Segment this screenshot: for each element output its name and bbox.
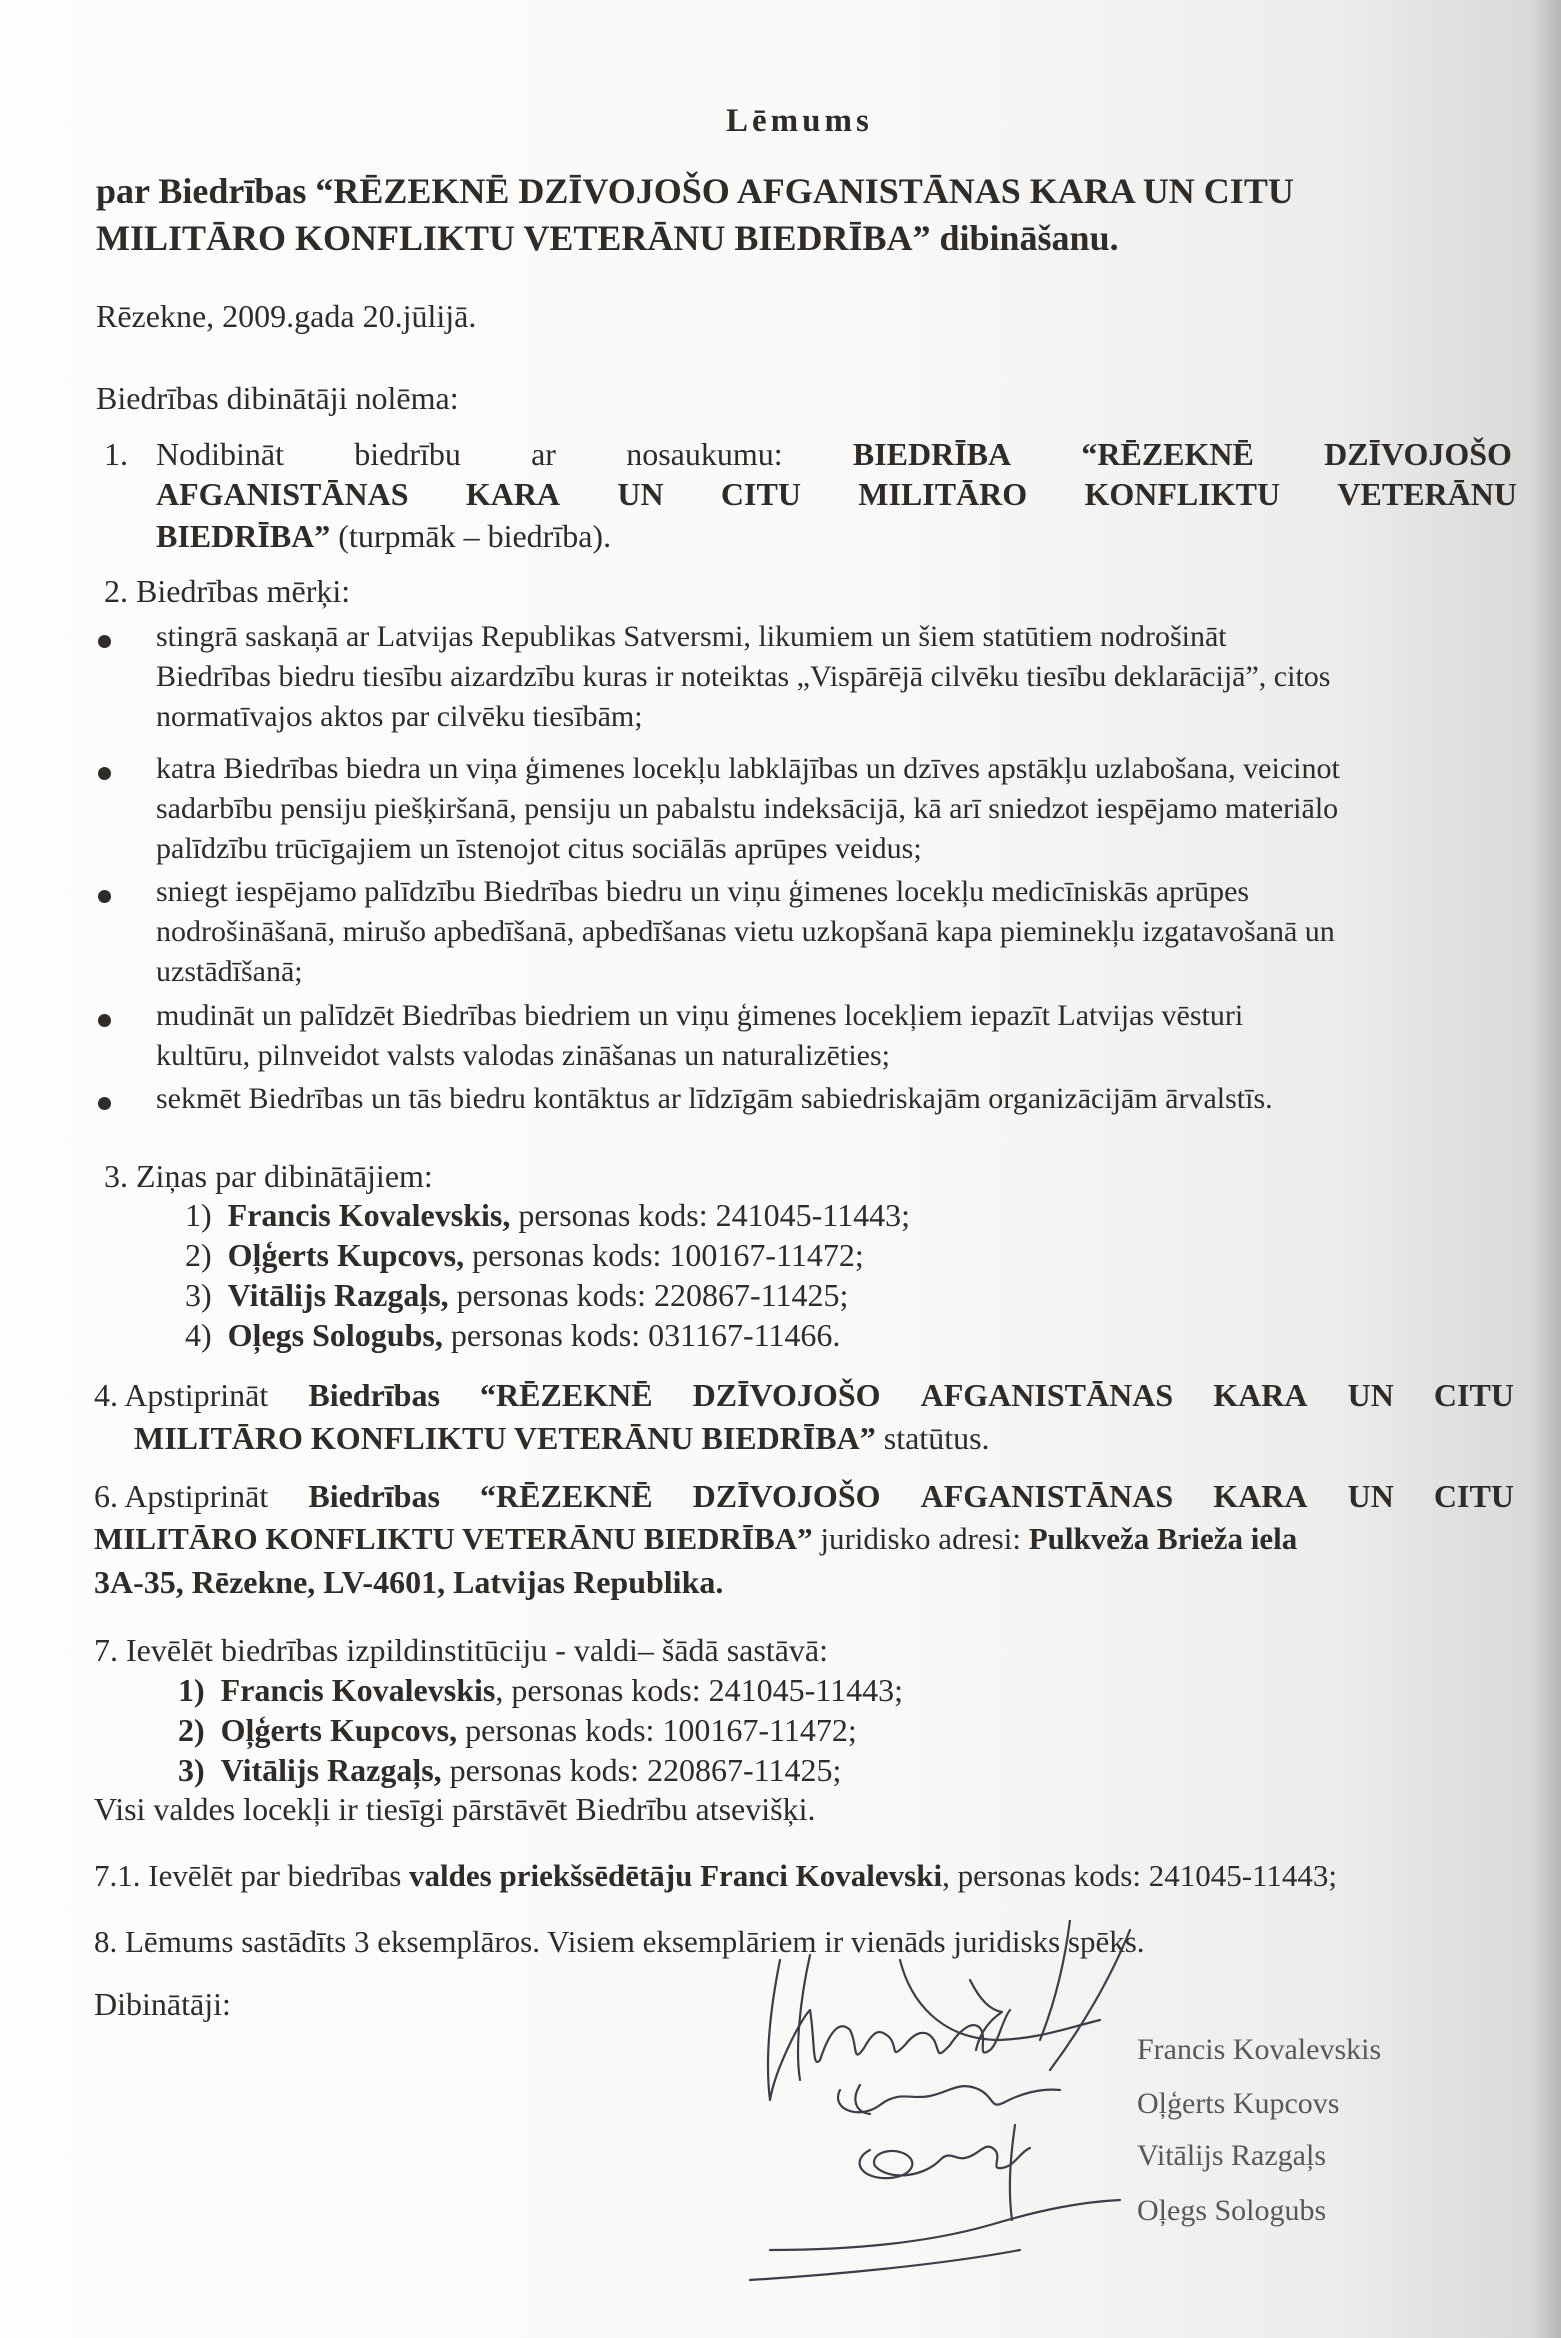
goal-4-line-2: kultūru, pilnveidot valsts valodas zināšanas un naturalizēties; bbox=[156, 1039, 890, 1072]
goal-1-line-2: Biedrības biedru tiesību aizardzību kuras ir noteiktas „Vispārējā cilvēku tiesību deklarācijā”, citos bbox=[156, 660, 1331, 693]
item-4-word: DZĪVOJOŠO bbox=[692, 1377, 881, 1413]
item-6-address-cont: 3A-35, Rēzekne, LV-4601, Latvijas Republika. bbox=[94, 1564, 724, 1600]
item-1-rest: (turpmāk – biedrība). bbox=[330, 518, 612, 554]
item-6-mid: juridisko adresi: bbox=[812, 1521, 1029, 1556]
board-name: Vitālijs Razgaļs, bbox=[220, 1752, 442, 1788]
item-4-word: Biedrības bbox=[308, 1377, 440, 1413]
founder-code: personas kods: 031167-11466. bbox=[442, 1317, 841, 1353]
item-8: 8. Lēmums sastādīts 3 eksemplāros. Visiem eksemplāriem ir vienāds juridisks spēks. bbox=[94, 1924, 1145, 1959]
item-7-1-prefix: 7.1. Ievēlēt par biedrības bbox=[94, 1858, 410, 1893]
page-shadow-edge bbox=[1531, 0, 1561, 2338]
board-number: 3) bbox=[178, 1752, 205, 1788]
item-6-word: DZĪVOJOŠO bbox=[692, 1478, 881, 1514]
item-1-line-1 bbox=[156, 436, 1512, 473]
founder-3 bbox=[185, 1277, 848, 1314]
item-6-word: CITU bbox=[1433, 1478, 1514, 1514]
bullet-icon bbox=[98, 1014, 111, 1027]
founder-number: 2) bbox=[185, 1237, 212, 1273]
signature-name-1: Francis Kovalevskis bbox=[1137, 2033, 1382, 2066]
bullet-icon bbox=[98, 767, 111, 780]
item-1-word: UN bbox=[617, 476, 664, 512]
signature-name-3: Vitālijs Razgaļs bbox=[1137, 2139, 1326, 2172]
goal-1-line-3: normatīvajos aktos par cilvēku tiesībām; bbox=[156, 700, 643, 733]
item-3-heading: 3. Ziņas par dibinātājiem: bbox=[104, 1158, 433, 1194]
document-title: Lēmums bbox=[726, 103, 873, 139]
board-code: , personas kods: 241045-11443; bbox=[495, 1672, 903, 1708]
item-4-line-1 bbox=[94, 1377, 1514, 1414]
item-1-word: BIEDRĪBA bbox=[852, 436, 1012, 472]
item-6-address: Pulkveža Brieža iela bbox=[1028, 1521, 1298, 1556]
item-4-word: AFGANISTĀNAS bbox=[920, 1377, 1174, 1413]
founder-name: Francis Kovalevskis, bbox=[227, 1197, 511, 1233]
founder-2 bbox=[185, 1237, 864, 1274]
item-2-heading: 2. Biedrības mērķi: bbox=[104, 573, 351, 609]
board-code: personas kods: 220867-11425; bbox=[441, 1752, 842, 1788]
founders-label: Dibinātāji: bbox=[94, 1986, 231, 2022]
item-1-word: Nodibināt bbox=[156, 436, 284, 472]
item-6-prefix: 6. Apstiprināt bbox=[94, 1478, 269, 1514]
subtitle-line-2: MILITĀRO KONFLIKTU VETERĀNU BIEDRĪBA” dibināšanu. bbox=[96, 218, 1119, 258]
founder-code: personas kods: 241045-11443; bbox=[510, 1197, 910, 1233]
founder-1 bbox=[185, 1197, 910, 1234]
item-4-bold: MILITĀRO KONFLIKTU VETERĀNU BIEDRĪBA” bbox=[134, 1420, 876, 1456]
bullet-icon bbox=[98, 635, 111, 648]
bullet-icon bbox=[98, 1097, 111, 1110]
item-4-word: KARA bbox=[1213, 1377, 1308, 1413]
board-number: 2) bbox=[178, 1712, 205, 1748]
item-1-word: VETERĀNU bbox=[1337, 476, 1517, 512]
item-1-word: “RĒZEKNĒ bbox=[1081, 436, 1254, 472]
founder-code: personas kods: 100167-11472; bbox=[464, 1237, 864, 1273]
board-name: Francis Kovalevskis bbox=[220, 1672, 496, 1708]
item-1-word: biedrību bbox=[354, 436, 461, 472]
item-1-word: DZĪVOJOŠO bbox=[1324, 436, 1512, 472]
item-4-word: CITU bbox=[1433, 1377, 1514, 1413]
goal-2-line-2: sadarbību pensiju piešķiršanā, pensiju un pabalstu indeksācijā, kā arī sniedzot iespējamo materiālo bbox=[156, 792, 1339, 825]
item-1-bold: BIEDRĪBA” bbox=[156, 518, 331, 554]
subtitle-line-1: par Biedrības “RĒZEKNĒ DZĪVOJOŠO AFGANISTĀNAS KARA UN CITU bbox=[96, 171, 1294, 211]
item-1-number: 1. bbox=[104, 436, 128, 472]
item-4-prefix: 4. Apstiprināt bbox=[94, 1377, 269, 1413]
item-7-1-bold: valdes priekšsēdētāju Franci Kovalevski bbox=[409, 1858, 943, 1893]
founder-number: 3) bbox=[185, 1277, 212, 1313]
goal-1-line-1: stingrā saskaņā ar Latvijas Republikas Satversmi, likumiem un šiem statūtiem nodrošināt bbox=[156, 620, 1227, 653]
item-6-word: “RĒZEKNĒ bbox=[480, 1478, 653, 1514]
intro-text: Biedrības dibinātāji nolēma: bbox=[96, 380, 459, 416]
item-6-word: UN bbox=[1347, 1478, 1394, 1514]
founder-4 bbox=[185, 1317, 840, 1354]
signature-name-4: Oļegs Sologubs bbox=[1137, 2194, 1327, 2227]
board-member-2 bbox=[178, 1712, 857, 1749]
board-name: Oļģerts Kupcovs, bbox=[220, 1712, 458, 1748]
item-1-line-2 bbox=[156, 476, 1517, 513]
founder-name: Vitālijs Razgaļs, bbox=[227, 1277, 449, 1313]
goal-5-line-1: sekmēt Biedrības un tās biedru kontāktus ar līdzīgām sabiedriskajām organizācijām ārvalstīs. bbox=[156, 1082, 1273, 1115]
handwritten-signatures bbox=[740, 1920, 1180, 2310]
goal-4-line-1: mudināt un palīdzēt Biedrības biedriem un viņu ģimenes locekļiem iepazīt Latvijas vēsturi bbox=[156, 999, 1244, 1032]
board-number: 1) bbox=[178, 1672, 205, 1708]
item-6-line-1 bbox=[94, 1478, 1514, 1515]
item-6-line-3 bbox=[94, 1564, 723, 1601]
founder-name: Oļģerts Kupcovs, bbox=[227, 1237, 465, 1273]
board-member-1 bbox=[178, 1672, 903, 1709]
item-6-word: KARA bbox=[1213, 1478, 1308, 1514]
item-1-word: ar bbox=[531, 436, 556, 472]
founder-code: personas kods: 220867-11425; bbox=[448, 1277, 849, 1313]
board-code: personas kods: 100167-11472; bbox=[457, 1712, 857, 1748]
board-member-3 bbox=[178, 1752, 841, 1789]
item-1-word: KONFLIKTU bbox=[1084, 476, 1281, 512]
item-4-line-2 bbox=[134, 1420, 990, 1457]
goal-2-line-1: katra Biedrības biedra un viņa ģimenes locekļu labklājības un dzīves apstākļu uzlabošana, veicinot bbox=[156, 752, 1340, 785]
item-6-word: AFGANISTĀNAS bbox=[920, 1478, 1174, 1514]
board-note: Visi valdes locekļi ir tiesīgi pārstāvēt Biedrību atsevišķi. bbox=[94, 1791, 816, 1827]
place-date: Rēzekne, 2009.gada 20.jūlijā. bbox=[96, 298, 477, 334]
item-1-word: CITU bbox=[720, 476, 801, 512]
item-6-line-2 bbox=[94, 1521, 1297, 1557]
founder-name: Oļegs Sologubs, bbox=[227, 1317, 443, 1353]
item-1-word: nosaukumu: bbox=[626, 436, 783, 472]
item-1-word: MILITĀRO bbox=[858, 476, 1028, 512]
item-1-word: AFGANISTĀNAS bbox=[156, 476, 409, 512]
item-4-rest: statūtus. bbox=[875, 1420, 990, 1456]
item-4-word: UN bbox=[1347, 1377, 1394, 1413]
bullet-icon bbox=[98, 890, 111, 903]
goal-3-line-1: sniegt iespējamo palīdzību Biedrības biedru un viņu ģimenes locekļu medicīniskās aprūpes bbox=[156, 875, 1250, 908]
item-7-1 bbox=[94, 1858, 1337, 1894]
founder-number: 1) bbox=[185, 1197, 212, 1233]
item-1-word: KARA bbox=[465, 476, 561, 512]
goal-3-line-3: uzstādīšanā; bbox=[156, 955, 303, 988]
signature-name-2: Oļģerts Kupcovs bbox=[1137, 2087, 1340, 2120]
item-1-line-3 bbox=[156, 518, 611, 555]
item-7-heading: 7. Ievēlēt biedrības izpildinstitūciju - valdi– šādā sastāvā: bbox=[94, 1632, 829, 1668]
founder-number: 4) bbox=[185, 1317, 212, 1353]
goal-3-line-2: nodrošināšanā, mirušo apbedīšanā, apbedīšanas vietu uzkopšanā kapa pieminekļu izgatavošanā un bbox=[156, 915, 1335, 948]
item-6-word: Biedrības bbox=[308, 1478, 440, 1514]
goal-2-line-3: palīdzību trūcīgajiem un īstenojot citus sociālās aprūpes veidus; bbox=[156, 832, 922, 865]
item-6-bold: MILITĀRO KONFLIKTU VETERĀNU BIEDRĪBA” bbox=[94, 1521, 813, 1556]
item-4-word: “RĒZEKNĒ bbox=[480, 1377, 653, 1413]
item-7-1-rest: , personas kods: 241045-11443; bbox=[942, 1858, 1338, 1893]
